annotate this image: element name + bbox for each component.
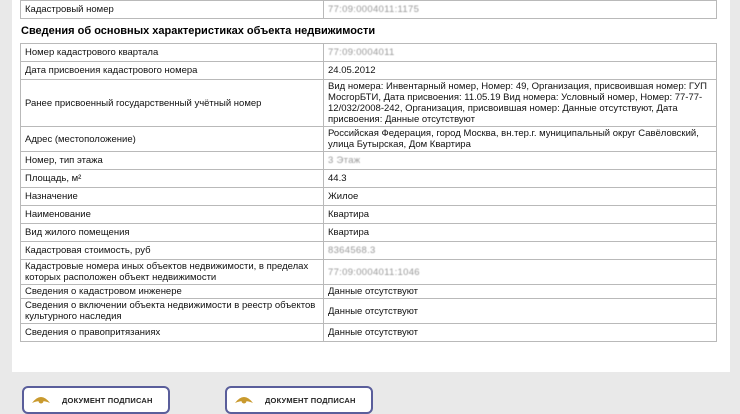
row-label: Наименование <box>21 206 324 224</box>
row-value: Данные отсутствуют <box>324 285 717 299</box>
label-cadastral-number: Кадастровый номер <box>21 1 324 19</box>
row-label: Сведения о правопритязаниях <box>21 324 324 342</box>
table-row <box>21 206 717 224</box>
row-value: 77:09:0004011 <box>324 44 717 62</box>
table-row <box>21 188 717 206</box>
row-label: Кадастровая стоимость, руб <box>21 242 324 260</box>
row-label: Кадастровые номера иных объектов недвижимости, в пределах которых расположен объект недвижимости <box>21 260 324 285</box>
row-value: Жилое <box>324 188 717 206</box>
table-row <box>21 299 717 324</box>
section-title: Сведения об основных характеристиках объекта недвижимости <box>21 25 376 37</box>
row-value: 44.3 <box>324 170 717 188</box>
stamp-text: ДОКУМЕНТ ПОДПИСАН <box>265 395 356 405</box>
row-value: 8364568.3 <box>324 242 717 260</box>
cadastral-number-table <box>20 0 717 19</box>
table-row <box>21 152 717 170</box>
row-value: Данные отсутствуют <box>324 299 717 324</box>
table-row <box>21 224 717 242</box>
row-value: 77:09:0004011:1046 <box>324 260 717 285</box>
stamp-text: ДОКУМЕНТ ПОДПИСАН <box>62 395 153 405</box>
table-row <box>21 127 717 152</box>
emblem-icon <box>233 393 255 407</box>
table-row <box>21 285 717 299</box>
characteristics-table <box>20 43 717 342</box>
table-row <box>21 62 717 80</box>
row-label: Номер, тип этажа <box>21 152 324 170</box>
row-label: Дата присвоения кадастрового номера <box>21 62 324 80</box>
table-row <box>21 80 717 127</box>
signature-stamp <box>225 386 373 414</box>
row-value: Российская Федерация, город Москва, вн.тер.г. муниципальный округ Савёловский, улица Бутырская, Дом Квартира <box>324 127 717 152</box>
row-value: Квартира <box>324 206 717 224</box>
table-row <box>21 324 717 342</box>
row-value: Данные отсутствуют <box>324 324 717 342</box>
row-value: Вид номера: Инвентарный номер, Номер: 49, Организация, присвоившая номер: ГУП МосгорБТИ, Дата присвоения: 11.05.19 Вид номера: Условный номер, Номер: 77-77-12/032/2008-242, Организация, присвоившая номер: Данные отсутствуют, Дата присвоения: Данные отсутствуют <box>324 80 717 127</box>
table-row <box>21 242 717 260</box>
row-label: Сведения о включении объекта недвижимости в реестр объектов культурного наследия <box>21 299 324 324</box>
table-row <box>21 44 717 62</box>
row-label: Адрес (местоположение) <box>21 127 324 152</box>
table-row <box>21 260 717 285</box>
row-value: 24.05.2012 <box>324 62 717 80</box>
emblem-icon <box>30 393 52 407</box>
table-row <box>21 170 717 188</box>
value-cadastral-number: 77:09:0004011:1175 <box>324 1 717 19</box>
row-value: Квартира <box>324 224 717 242</box>
row-label: Сведения о кадастровом инженере <box>21 285 324 299</box>
row-value: 3 Этаж <box>324 152 717 170</box>
row-label: Вид жилого помещения <box>21 224 324 242</box>
table-row <box>21 1 717 19</box>
row-label: Площадь, м² <box>21 170 324 188</box>
row-label: Номер кадастрового квартала <box>21 44 324 62</box>
row-label: Назначение <box>21 188 324 206</box>
signature-stamp <box>22 386 170 414</box>
row-label: Ранее присвоенный государственный учётный номер <box>21 80 324 127</box>
